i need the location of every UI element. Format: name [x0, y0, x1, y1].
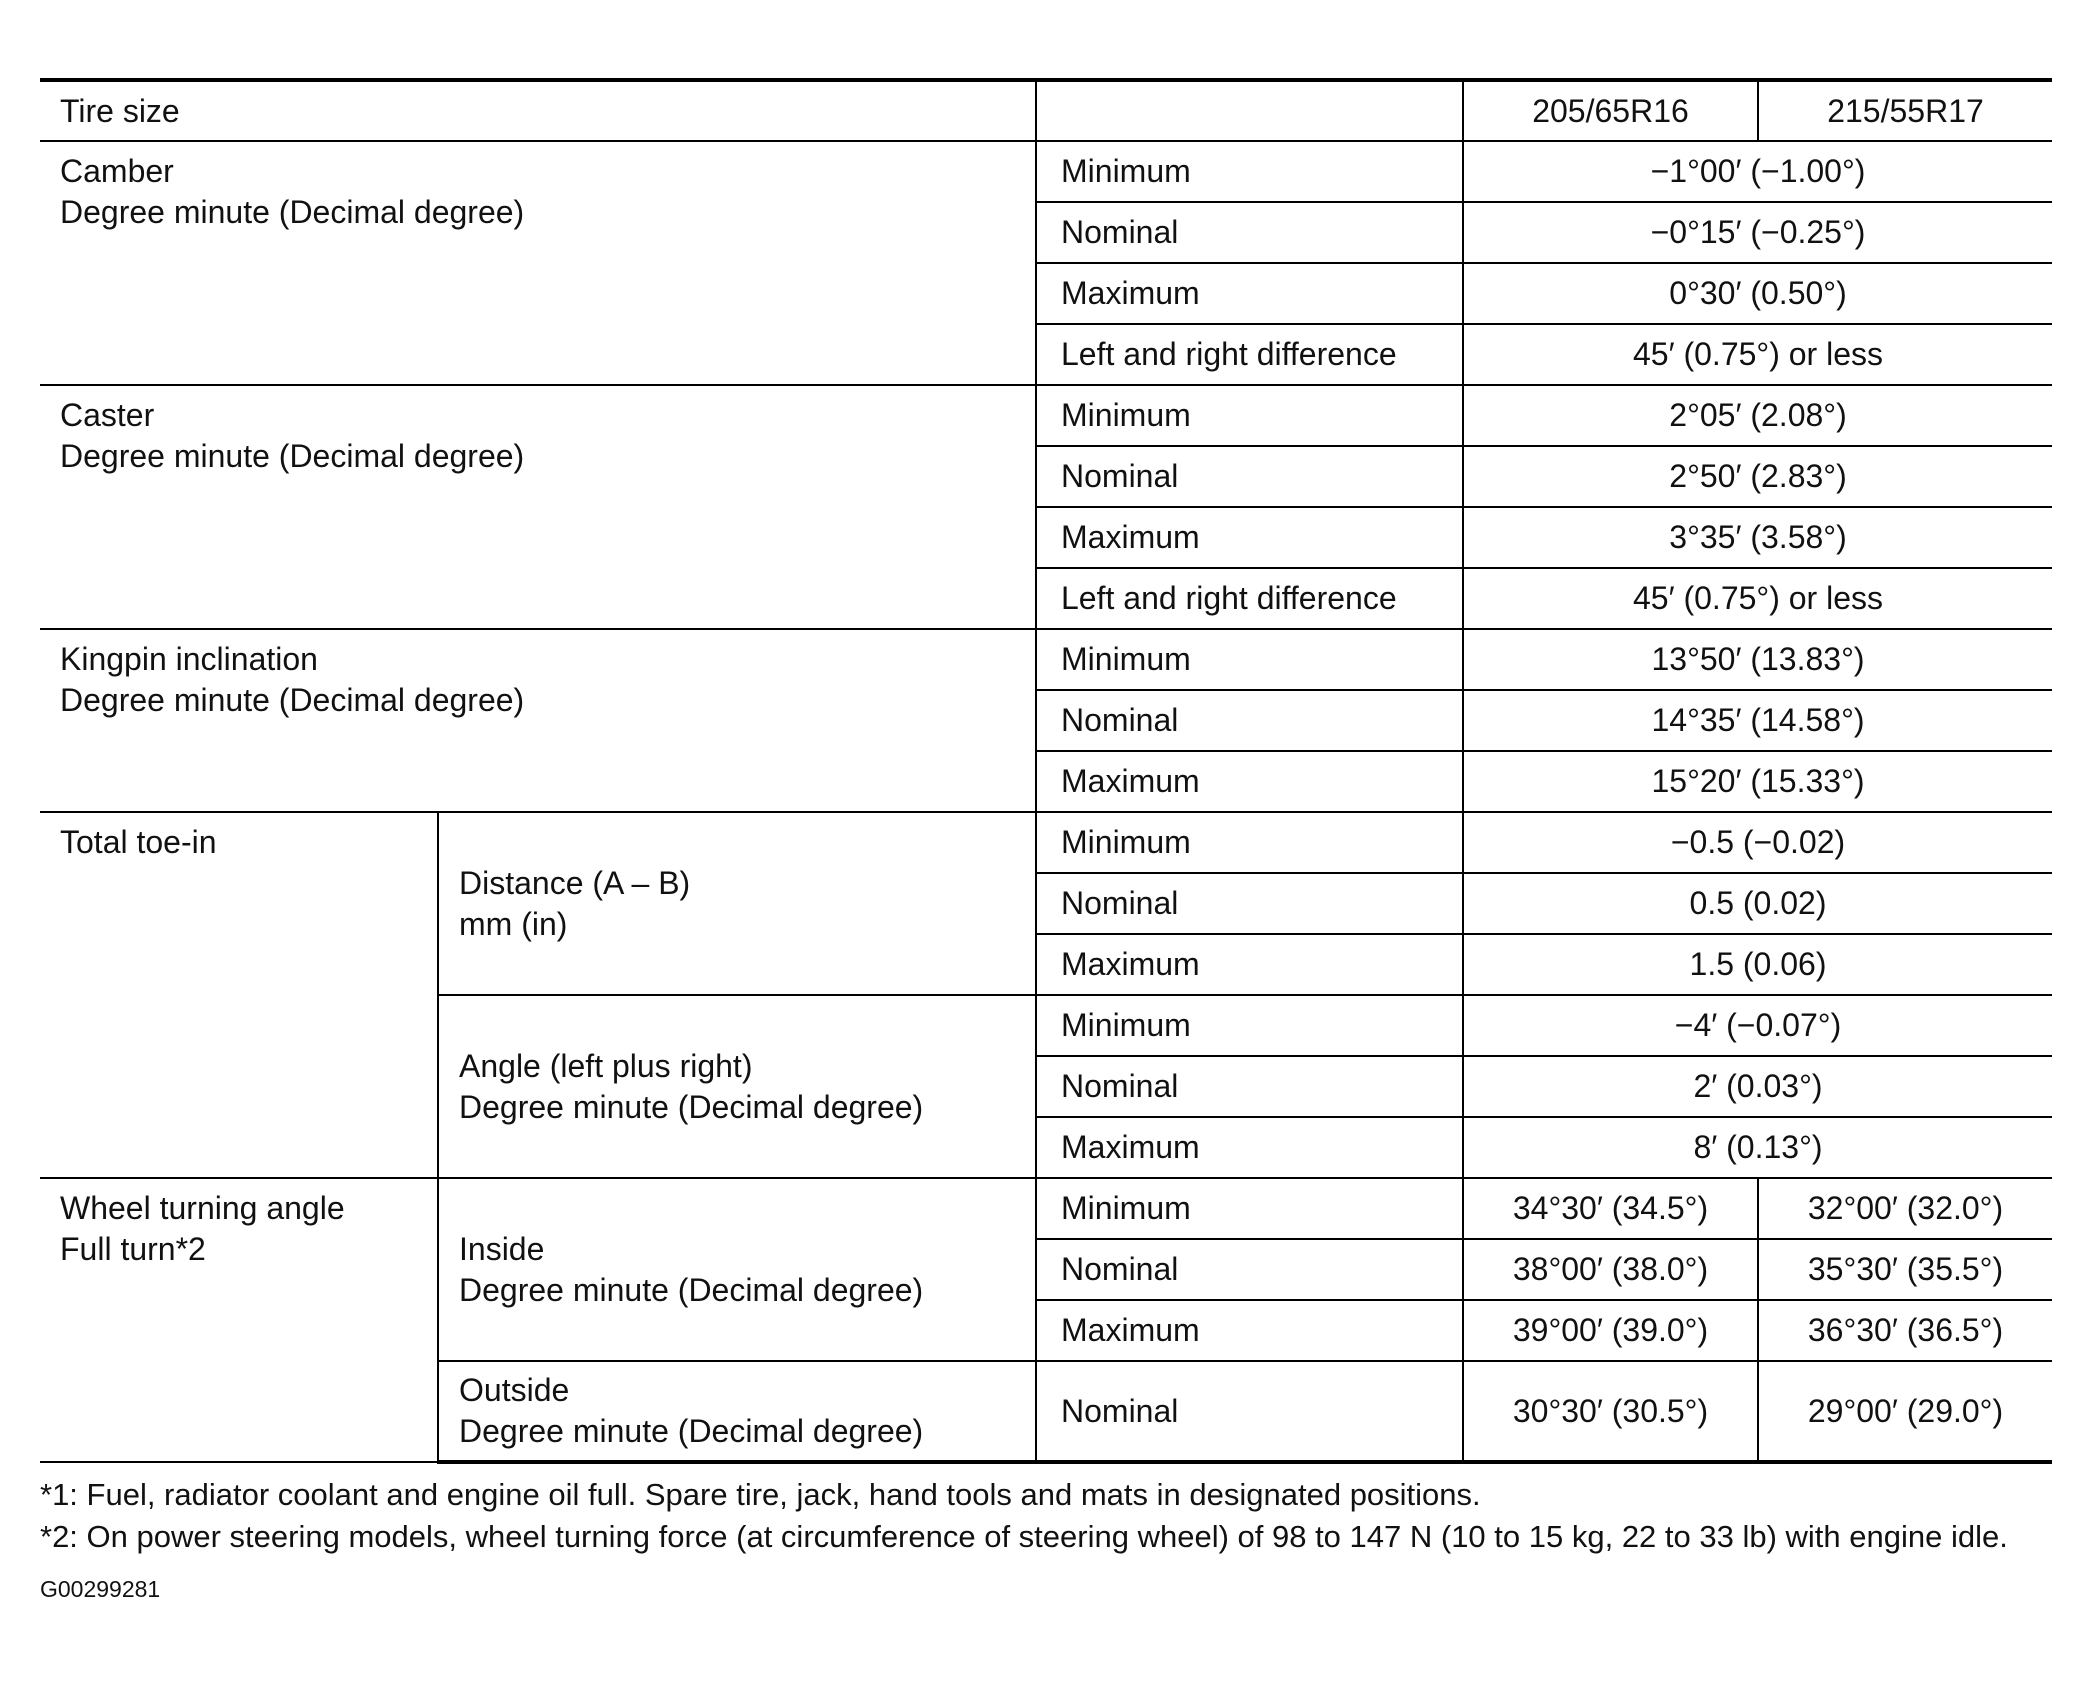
camber-diff-label: Left and right difference	[1036, 324, 1463, 385]
toe-angle-min-label: Minimum	[1036, 995, 1463, 1056]
table-row	[40, 385, 2052, 446]
specification-document	[40, 78, 2052, 1603]
toe-distance-unit: mm (in)	[459, 905, 568, 942]
camber-diff-value: 45′ (0.75°) or less	[1463, 324, 2052, 385]
toe-angle-nom-label: Nominal	[1036, 1056, 1463, 1117]
table-row	[40, 1178, 2052, 1239]
camber-nom-label: Nominal	[1036, 202, 1463, 263]
outside-nom-value-b: 29°00′ (29.0°)	[1758, 1361, 2052, 1462]
toe-distance-min-label: Minimum	[1036, 812, 1463, 873]
caster-diff-label: Left and right difference	[1036, 568, 1463, 629]
kingpin-nom-value: 14°35′ (14.58°)	[1463, 690, 2052, 751]
header-blank-cell	[1036, 80, 1463, 141]
table-row	[40, 141, 2052, 202]
inside-nom-label: Nominal	[1036, 1239, 1463, 1300]
inside-nom-value-b: 35°30′ (35.5°)	[1758, 1239, 2052, 1300]
camber-title: Camber	[60, 153, 174, 189]
toe-angle-max-label: Maximum	[1036, 1117, 1463, 1178]
kingpin-min-value: 13°50′ (13.83°)	[1463, 629, 2052, 690]
figure-code: G00299281	[40, 1576, 161, 1602]
kingpin-min-label: Minimum	[1036, 629, 1463, 690]
caster-title: Caster	[60, 397, 155, 433]
toe-distance-max-value: 1.5 (0.06)	[1463, 934, 2052, 995]
footnote-2: *2: On power steering models, wheel turning force (at circumference of steering wheel) of 98 to 147 N (10 to 15 kg, 22 to 33 lb) with engine idle.	[40, 1519, 2008, 1554]
outside-nom-value-a: 30°30′ (30.5°)	[1463, 1361, 1758, 1462]
toe-angle-title: Angle (left plus right)	[459, 1047, 753, 1084]
kingpin-nom-label: Nominal	[1036, 690, 1463, 751]
toe-angle-max-value: 8′ (0.13°)	[1463, 1117, 2052, 1178]
table-row	[40, 629, 2052, 690]
caster-min-value: 2°05′ (2.08°)	[1463, 385, 2052, 446]
caster-nom-label: Nominal	[1036, 446, 1463, 507]
caster-min-label: Minimum	[1036, 385, 1463, 446]
caster-nom-value: 2°50′ (2.83°)	[1463, 446, 2052, 507]
camber-nom-value: −0°15′ (−0.25°)	[1463, 202, 2052, 263]
outside-title: Outside	[459, 1372, 570, 1408]
toe-angle-nom-value: 2′ (0.03°)	[1463, 1056, 2052, 1117]
kingpin-label	[40, 629, 1036, 812]
toe-distance-min-value: −0.5 (−0.02)	[1463, 812, 2052, 873]
inside-label	[438, 1178, 1036, 1361]
camber-label	[40, 141, 1036, 385]
toe-distance-title: Distance (A – B)	[459, 864, 691, 901]
tire-size-header: Tire size	[40, 80, 1036, 141]
caster-label	[40, 385, 1036, 629]
turning-subtitle: Full turn*2	[60, 1231, 206, 1267]
outside-unit: Degree minute (Decimal degree)	[459, 1413, 924, 1449]
inside-title: Inside	[459, 1230, 545, 1267]
footnotes	[40, 1474, 2052, 1558]
toe-distance-nom-label: Nominal	[1036, 873, 1463, 934]
inside-max-label: Maximum	[1036, 1300, 1463, 1361]
outside-nom-label: Nominal	[1036, 1361, 1463, 1462]
caster-max-value: 3°35′ (3.58°)	[1463, 507, 2052, 568]
toe-distance-nom-value: 0.5 (0.02)	[1463, 873, 2052, 934]
toe-angle-label	[438, 995, 1036, 1178]
toe-angle-unit: Degree minute (Decimal degree)	[459, 1088, 924, 1125]
kingpin-max-value: 15°20′ (15.33°)	[1463, 751, 2052, 812]
inside-unit: Degree minute (Decimal degree)	[459, 1271, 924, 1308]
inside-min-value-b: 32°00′ (32.0°)	[1758, 1178, 2052, 1239]
kingpin-title: Kingpin inclination	[60, 641, 318, 677]
kingpin-max-label: Maximum	[1036, 751, 1463, 812]
turning-label	[40, 1178, 438, 1462]
turning-title: Wheel turning angle	[60, 1190, 345, 1226]
header-row	[40, 80, 2052, 141]
kingpin-unit: Degree minute (Decimal degree)	[60, 682, 525, 718]
footnote-1: *1: Fuel, radiator coolant and engine oil full. Spare tire, jack, hand tools and mats in designated positions.	[40, 1477, 1481, 1512]
inside-max-value-a: 39°00′ (39.0°)	[1463, 1300, 1758, 1361]
caster-diff-value: 45′ (0.75°) or less	[1463, 568, 2052, 629]
toe-distance-label	[438, 812, 1036, 995]
toe-in-label: Total toe-in	[40, 812, 438, 1178]
table-row	[40, 812, 2052, 873]
camber-max-label: Maximum	[1036, 263, 1463, 324]
outside-label	[438, 1361, 1036, 1462]
inside-min-label: Minimum	[1036, 1178, 1463, 1239]
inside-nom-value-a: 38°00′ (38.0°)	[1463, 1239, 1758, 1300]
caster-unit: Degree minute (Decimal degree)	[60, 438, 525, 474]
tire-215-55r17-header: 215/55R17	[1758, 80, 2052, 141]
camber-min-label: Minimum	[1036, 141, 1463, 202]
inside-min-value-a: 34°30′ (34.5°)	[1463, 1178, 1758, 1239]
caster-max-label: Maximum	[1036, 507, 1463, 568]
toe-angle-min-value: −4′ (−0.07°)	[1463, 995, 2052, 1056]
tire-205-65r16-header: 205/65R16	[1463, 80, 1758, 141]
camber-min-value: −1°00′ (−1.00°)	[1463, 141, 2052, 202]
camber-max-value: 0°30′ (0.50°)	[1463, 263, 2052, 324]
toe-distance-max-label: Maximum	[1036, 934, 1463, 995]
camber-unit: Degree minute (Decimal degree)	[60, 194, 525, 230]
wheel-alignment-spec-table	[40, 78, 2052, 1464]
inside-max-value-b: 36°30′ (36.5°)	[1758, 1300, 2052, 1361]
